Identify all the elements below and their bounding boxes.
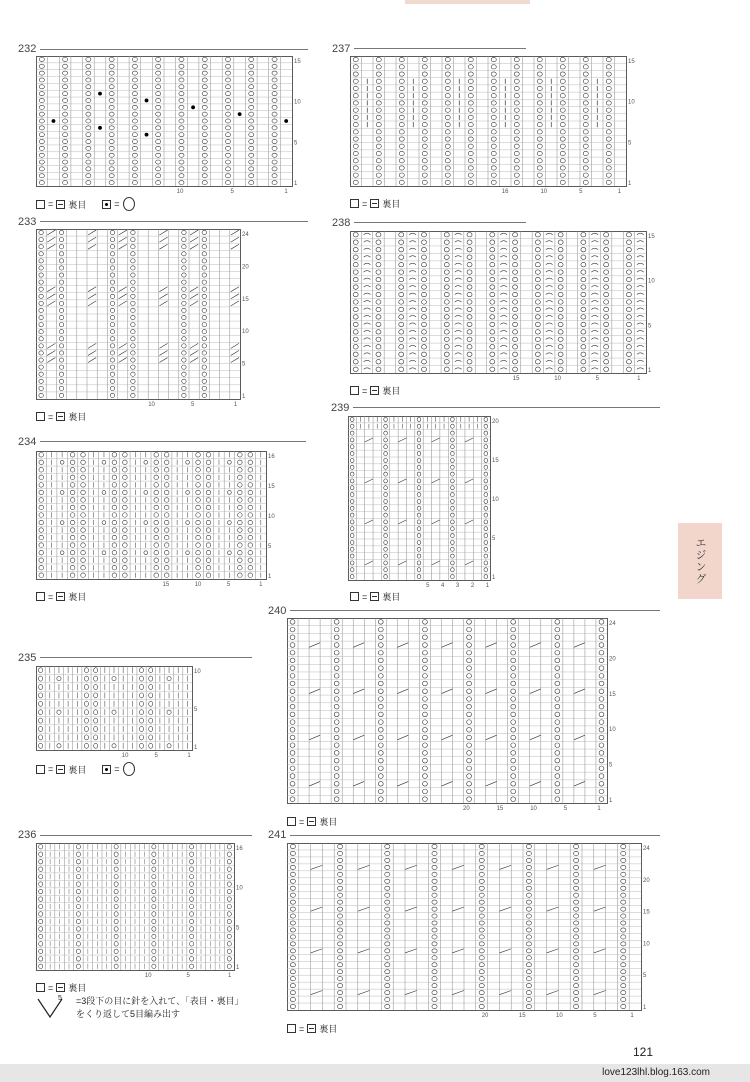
row-label: 10 [609, 727, 616, 734]
purl-label: 裏目 [68, 412, 87, 422]
stitch-chart [287, 843, 657, 1018]
bobble-symbol-icon [102, 200, 111, 209]
row-label: 5 [194, 707, 198, 713]
purl-symbol-icon [370, 592, 379, 601]
row-label: 1 [242, 394, 246, 400]
stitch-chart [36, 56, 308, 194]
stitch-chart [348, 416, 506, 588]
page-number: 121 [633, 1045, 654, 1059]
row-label: 10 [294, 99, 301, 106]
column-label: 15 [512, 376, 520, 381]
row-label: 10 [236, 885, 243, 892]
stitch-chart [350, 231, 662, 381]
purl-symbol-icon [56, 983, 65, 992]
row-label: 15 [294, 59, 301, 65]
stitch-chart [36, 451, 282, 587]
section-rule [40, 49, 308, 50]
column-label: 5 [563, 806, 568, 811]
row-label: 1 [609, 798, 613, 804]
column-label: 5 [230, 189, 234, 194]
column-label: 1 [233, 402, 238, 407]
row-label: 10 [268, 514, 275, 520]
bobble-icon [123, 197, 135, 211]
purl-symbol-icon [307, 817, 316, 826]
column-label: 1 [228, 973, 232, 978]
chart-grid [350, 231, 647, 374]
row-label: 15 [609, 691, 616, 698]
chart-legend: = 裏目 [287, 1022, 337, 1035]
column-label: 3 [455, 583, 460, 588]
row-label: 1 [492, 575, 496, 581]
chart-legend: = 裏目 [350, 384, 400, 397]
chart-legend: = 裏目 = [36, 197, 135, 211]
column-label: 5 [579, 189, 583, 194]
column-label: 1 [485, 583, 490, 588]
pattern-number: 240 [268, 605, 287, 617]
column-label: 5 [154, 753, 158, 758]
purl-symbol-icon [370, 199, 379, 208]
purl-symbol-icon [56, 200, 65, 209]
column-label: 20 [481, 1013, 489, 1018]
purl-label: 裏目 [382, 386, 401, 396]
knit-symbol-icon [36, 412, 45, 421]
section-rule [353, 407, 660, 408]
column-label: 15 [496, 806, 504, 811]
column-label: 10 [144, 973, 152, 978]
row-label: 16 [268, 454, 275, 460]
stitch-chart [287, 618, 623, 811]
purl-symbol-icon [370, 386, 379, 395]
row-label: 15 [242, 296, 249, 303]
row-label: 5 [643, 973, 647, 980]
chart-grid [36, 229, 241, 400]
column-label: 10 [554, 376, 561, 381]
pattern-number: 234 [18, 436, 37, 448]
column-label: 10 [530, 806, 537, 811]
column-label: 15 [518, 1013, 526, 1018]
row-label: 1 [648, 368, 652, 374]
column-label: 5 [426, 583, 430, 588]
bobble-symbol-icon [102, 765, 111, 774]
row-label: 10 [648, 278, 655, 285]
purl-label: 裏目 [68, 764, 87, 775]
column-label: 2 [470, 583, 475, 588]
row-label: 10 [242, 329, 249, 336]
knit-symbol-icon [287, 1024, 296, 1033]
chart-legend: = 裏目 [287, 815, 337, 828]
row-label: 20 [492, 419, 499, 425]
section-rule [40, 441, 306, 442]
stitch-chart [36, 229, 256, 407]
row-label: 5 [236, 925, 240, 932]
row-label: 5 [492, 536, 496, 542]
section-rule [40, 221, 308, 222]
pattern-number: 236 [18, 829, 37, 841]
chart-grid [350, 56, 627, 187]
row-label: 5 [242, 361, 246, 368]
column-label: 5 [226, 582, 231, 587]
row-label: 10 [492, 497, 499, 503]
purl-symbol-icon [56, 412, 65, 421]
row-label: 15 [492, 458, 499, 464]
section-side-tab [678, 523, 722, 599]
column-label: 10 [194, 582, 202, 587]
column-label: 1 [284, 189, 288, 194]
chart-legend: = 裏目 [350, 197, 400, 210]
chart-legend: = 裏目 = [36, 762, 135, 776]
purl-symbol-icon [56, 765, 65, 774]
chart-legend: = 裏目 [36, 981, 86, 994]
row-label: 15 [648, 234, 655, 240]
pattern-number: 237 [332, 43, 351, 55]
chart-legend: = 裏目 [36, 410, 86, 423]
pattern-number: 235 [18, 652, 37, 664]
row-label: 24 [242, 232, 249, 238]
chart-legend: = 裏目 [36, 590, 86, 603]
chart-legend: = 裏目 [350, 590, 400, 603]
stitch-chart [36, 843, 250, 978]
purl-label: 裏目 [68, 592, 87, 602]
section-rule [40, 835, 252, 836]
column-label: 1 [597, 806, 601, 811]
column-label: 10 [148, 402, 155, 407]
column-label: 10 [121, 753, 129, 758]
section-rule [354, 48, 526, 49]
purl-label: 裏目 [382, 592, 401, 602]
knit-symbol-icon [350, 592, 359, 601]
chart-grid [287, 843, 642, 1011]
column-label: 15 [162, 582, 170, 587]
row-label: 20 [609, 656, 616, 663]
chart-grid [348, 416, 491, 581]
purl-label: 裏目 [319, 817, 338, 827]
section-rule [290, 610, 660, 611]
section-rule [290, 835, 660, 836]
increase-note [76, 995, 244, 1021]
knit-symbol-icon [287, 817, 296, 826]
knit-symbol-icon [350, 386, 359, 395]
row-label: 1 [194, 745, 198, 751]
knit-symbol-icon [36, 592, 45, 601]
top-accent-bar [405, 0, 530, 4]
row-label: 1 [236, 965, 240, 971]
side-tab-label: エジング [694, 537, 706, 585]
row-label: 10 [194, 669, 201, 675]
column-label: 1 [617, 189, 622, 194]
purl-label: 裏目 [68, 983, 87, 993]
note-line-1: =3段下の目に針を入れて、「表目・裏目」 [76, 996, 244, 1006]
footer-url: love123lhl.blog.163.com [602, 1067, 710, 1078]
stitch-chart [36, 666, 208, 758]
pattern-number: 241 [268, 829, 287, 841]
row-label: 24 [643, 846, 650, 852]
note-superscript: 5 [58, 995, 62, 1002]
purl-label: 裏目 [382, 199, 401, 209]
row-label: 5 [268, 544, 272, 550]
row-label: 24 [609, 621, 616, 627]
column-label: 16 [501, 189, 509, 194]
row-label: 1 [628, 181, 632, 187]
column-label: 4 [441, 583, 445, 588]
column-label: 5 [593, 1013, 597, 1018]
note-line-2: をくり返して5目編み出す [76, 1009, 181, 1019]
row-label: 15 [628, 59, 635, 65]
pattern-number: 233 [18, 216, 37, 228]
column-label: 5 [186, 973, 190, 978]
purl-symbol-icon [307, 1024, 316, 1033]
knit-symbol-icon [350, 199, 359, 208]
purl-symbol-icon [56, 592, 65, 601]
column-label: 10 [540, 189, 548, 194]
row-label: 5 [294, 140, 298, 147]
row-label: 10 [643, 941, 650, 948]
row-label: 1 [268, 574, 272, 580]
column-label: 1 [187, 753, 191, 758]
row-label: 5 [628, 140, 632, 147]
column-label: 5 [191, 402, 195, 407]
row-label: 16 [236, 846, 243, 852]
row-label: 1 [643, 1005, 647, 1011]
column-label: 1 [630, 1013, 634, 1018]
column-label: 1 [259, 582, 263, 587]
purl-label: 裏目 [319, 1024, 338, 1034]
column-label: 10 [176, 189, 184, 194]
row-label: 15 [643, 909, 650, 916]
section-rule [354, 222, 526, 223]
column-label: 10 [556, 1013, 563, 1018]
row-label: 20 [242, 264, 249, 271]
stitch-chart [350, 56, 642, 194]
pattern-number: 238 [332, 217, 351, 229]
row-label: 15 [268, 484, 275, 490]
section-rule [40, 657, 252, 658]
column-label: 20 [463, 806, 470, 811]
row-label: 5 [648, 323, 652, 330]
knit-symbol-icon [36, 983, 45, 992]
knit-symbol-icon [36, 765, 45, 774]
bobble-icon [123, 762, 135, 776]
column-label: 5 [595, 376, 600, 381]
row-label: 5 [609, 762, 613, 769]
row-label: 1 [294, 181, 298, 187]
pattern-number: 232 [18, 43, 37, 55]
purl-label: 裏目 [68, 199, 87, 210]
row-label: 10 [628, 99, 635, 106]
row-label: 20 [643, 877, 650, 884]
column-label: 1 [637, 376, 641, 381]
pattern-number: 239 [331, 402, 350, 414]
knit-symbol-icon [36, 200, 45, 209]
footer-bar [0, 1064, 750, 1082]
